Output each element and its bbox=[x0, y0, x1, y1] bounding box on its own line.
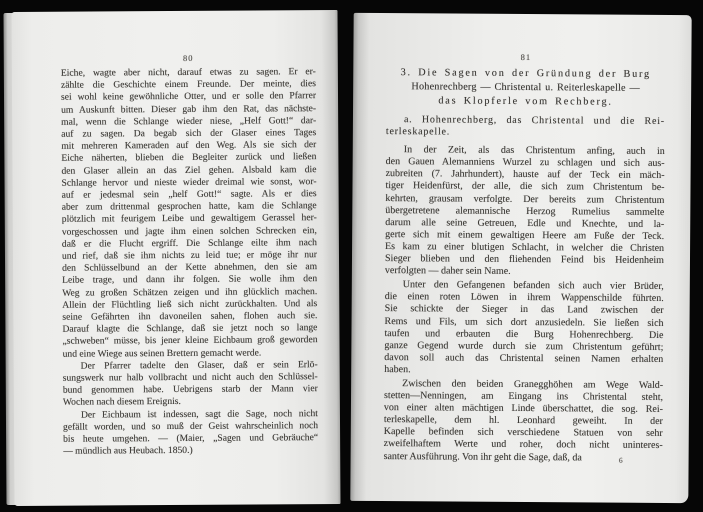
text-line: bis heute umgehen. — (Maier, „Sagen und Gebräuche“ bbox=[63, 432, 319, 445]
text-line: 3. Die Sagen von der Gründung der Burg bbox=[400, 67, 651, 80]
text-line: — mündlich aus Heubach. 1850.) bbox=[63, 445, 193, 457]
text-line: Eiche, wagte aber nicht, darauf etwas zu sagen. Er er- bbox=[60, 66, 316, 79]
right-page-content bbox=[383, 13, 665, 503]
text-line: davon soll auch das Christental seinen Namen erhalten bbox=[384, 351, 664, 365]
text-line: taufen und erbauten die Burg Hohenrechberg. Die bbox=[384, 327, 664, 341]
page-body bbox=[61, 66, 318, 458]
right-page bbox=[350, 13, 691, 503]
chapter-heading bbox=[386, 66, 665, 110]
text-line: den Schlüsselbund an der Kette abnehmen, den sie am bbox=[62, 261, 318, 274]
text-line: den Glaser allein an das Ziel gehen. Alsbald kam die bbox=[61, 163, 317, 177]
text-line: Der Pfarrer tadelte den Glaser, daß er sein Erlö- bbox=[80, 359, 318, 372]
text-line: Sieger blieben und den fliehenden Feind bis Heidenheim bbox=[384, 253, 665, 267]
text-line: zweifelhaftem Werte und roher, doch nicht uninteres- bbox=[383, 438, 663, 452]
text-line: kehrten, grausam verfolgte. Der bereits zum Christentum bbox=[385, 192, 665, 206]
text-line: und rief, daß sie ihm nichts zu leid tue; er möge ihr nur bbox=[61, 249, 318, 262]
text-line: Zwischen den beiden Granegghöhen am Wege Wald- bbox=[402, 378, 664, 391]
text-line: verfolgten — daher sein Name. bbox=[384, 265, 511, 278]
text-line: mal, wenn die Schlange wieder niese, „Helf Gott!“ dar- bbox=[61, 114, 317, 128]
paragraph bbox=[63, 408, 318, 458]
paragraph bbox=[385, 144, 665, 279]
text-line: auf er jedesmal sein „helf Gott!“ sagte. Als er dies bbox=[61, 188, 317, 201]
text-line: Schlange hervor und nieste wieder dreimal wie sonst, wor- bbox=[61, 175, 317, 189]
text-line: auf zu sagen. Da begab sich der Glaser eines Tages bbox=[61, 127, 317, 140]
text-line: Es kam zu einer blutigen Schlacht, in welcher die Christen bbox=[385, 240, 665, 254]
text-line: Weg zu großen Schätzen zeigen und ihn glücklich machen. bbox=[62, 285, 318, 299]
page-number: 80 bbox=[182, 52, 194, 63]
text-line: a. Hohenrechberg, das Christental und die Rei- bbox=[403, 114, 665, 128]
text-line: mit mehreren Kameraden auf den Weg. Als sie sich der bbox=[61, 139, 317, 152]
text-line: tiger Heidenfürst, der alle, die sich zum Christentum be- bbox=[385, 180, 665, 194]
text-line: darum alle seine Getreuen, Edle und Knechte, und la- bbox=[385, 216, 665, 230]
paragraph bbox=[63, 359, 318, 409]
text-line: vorgeschossen und jagte ihm einen solchen Schrecken ein, bbox=[61, 224, 317, 238]
text-line: gerte sich mit einem gewaltigen Heere am Fuße der Teck. bbox=[385, 228, 665, 242]
text-line: sei wohl keine gewöhnliche Otter, und er solle den Pfarrer bbox=[60, 90, 317, 104]
text-line: terleskapelle. bbox=[385, 126, 451, 138]
text-line: Leibe trage, und dann ihr folgen. Sie wolle ihm den bbox=[62, 273, 318, 287]
text-line: daß er die Flucht ergriff. Die Schlange eilte ihm nach bbox=[61, 236, 317, 250]
text-line: aber zum drittenmal gesprochen hatte, kam die Schlange bbox=[61, 200, 317, 213]
text-line: bund genommen habe. Uebrigens starb der Mann vier bbox=[62, 383, 318, 396]
text-line: das Klopferle vom Rechberg. bbox=[438, 95, 613, 108]
page-body bbox=[384, 144, 665, 464]
section-subheading bbox=[386, 114, 665, 140]
paragraph bbox=[61, 66, 318, 360]
left-page-content bbox=[60, 10, 318, 506]
text-line: und eine Wiege aus seinen Brettern gemacht werde. bbox=[62, 347, 262, 360]
text-line: Allein der Flüchtling ließ sich nicht zurückhalten. Und als bbox=[62, 297, 318, 311]
text-line: den Gauen Alemanniens Wurzel zu schlagen und sich aus- bbox=[385, 156, 665, 170]
text-line: um Auskunft bitten. Dieser gab ihm den Rat, das nächste- bbox=[61, 102, 317, 116]
text-line: plötzlich mit feurigem Leibe und gewaltigem Gerassel her- bbox=[61, 212, 317, 226]
text-line: zubreiten (7. Jahrhundert), hauste auf der Teck ein mäch- bbox=[385, 168, 665, 182]
paragraph bbox=[386, 114, 665, 140]
text-line: stetten—Nenningen, am Eingang ins Christental steht, bbox=[383, 390, 664, 404]
text-line: sungswerk nur halb vollbracht und nicht auch den Schlüssel- bbox=[62, 371, 318, 384]
text-line: von einer alten mächtigen Linde überschattet, die sog. Rei- bbox=[383, 402, 663, 416]
paragraph bbox=[384, 279, 664, 378]
text-line: Unter den Gefangenen befanden sich auch vier Brüder, bbox=[402, 279, 664, 293]
text-line: santer Ausführung. Von ihr geht die Sage, daß, da bbox=[383, 450, 582, 463]
paragraph bbox=[384, 378, 664, 465]
text-line: zählte die Geschichte einem Freunde. Der meinte, dies bbox=[60, 78, 316, 91]
text-line: In der Zeit, als das Christentum anfing, auch in bbox=[403, 144, 665, 158]
signature-mark: 6 bbox=[618, 455, 623, 465]
text-line: seine Gefährten ihn davoneilen sahen, flohen auch sie. bbox=[62, 310, 318, 323]
text-line: „schweben“ müsse, bis jener kleine Eichbaum groß geworden bbox=[62, 334, 318, 348]
text-line: Kapelle befinden sich verschiedene Statuen von sehr bbox=[383, 426, 663, 440]
text-line: Darauf klagte die Schlange, daß sie jetzt noch so lange bbox=[62, 322, 318, 335]
text-line: Sie schickte der Sieger in das Land zwischen der bbox=[384, 303, 664, 317]
text-line: Wochen nach diesem Ereignis. bbox=[62, 396, 181, 409]
text-line: übergetretene alemannische Herzog Rumelius sammelte bbox=[385, 204, 665, 218]
text-line: Der Eichbaum ist indessen, sagt die Sage, noch nicht bbox=[80, 407, 318, 421]
page-number: 81 bbox=[520, 51, 532, 63]
left-page bbox=[11, 10, 340, 506]
text-line: gefällt worden, und so muß der Geist wahrscheinlich noch bbox=[62, 420, 319, 433]
text-line: Eiche näherten, blieben die Begleiter zurück und ließen bbox=[61, 151, 317, 165]
text-line: terleskapelle, dem hl. Leonhard geweiht. In der bbox=[383, 414, 663, 428]
text-line: ganze Gegend wurde durch sie zum Christentum geführt; bbox=[384, 339, 664, 353]
text-line: Hohenrechberg — Christental u. Reiterleskapelle — bbox=[411, 81, 640, 94]
text-line: die einen roten Löwen in ihrem Wappenschilde führten. bbox=[384, 291, 664, 305]
text-line: haben. bbox=[384, 363, 411, 376]
text-line: Rems und Fils, um sich dort anzusiedeln. Sie ließen sich bbox=[384, 315, 664, 329]
